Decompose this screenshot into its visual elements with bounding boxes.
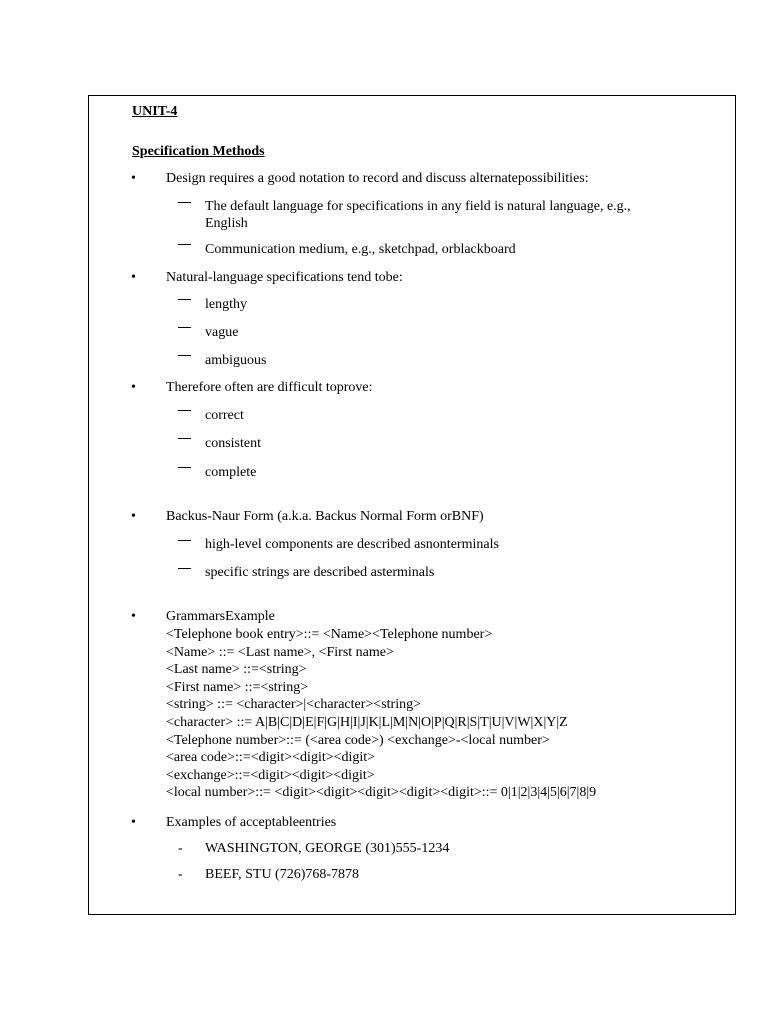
subitem-ambiguous: ambiguous xyxy=(205,353,267,368)
subitem-consistent: consistent xyxy=(205,436,261,451)
bullet-design-notation: Design requires a good notation to record and discuss alternatepossibilities: xyxy=(166,171,589,186)
bullet-marker: • xyxy=(131,270,136,285)
example-entry-washington: WASHINGTON, GEORGE (301)555-1234 xyxy=(205,841,450,856)
section-title: Specification Methods xyxy=(132,144,265,159)
subitem-lengthy: lengthy xyxy=(205,297,247,312)
subitem-natural-language-cont: English xyxy=(205,216,248,231)
dash-marker xyxy=(178,410,191,411)
bullet-marker: • xyxy=(131,815,136,830)
dash-marker xyxy=(178,202,191,203)
grammar-line: <First name> ::=<string> xyxy=(166,679,309,695)
subitem-complete: complete xyxy=(205,465,257,480)
subitem-communication-medium: Communication medium, e.g., sketchpad, orblackboard xyxy=(205,242,516,257)
bullet-marker: • xyxy=(131,380,136,395)
dash-marker xyxy=(178,568,191,569)
bullet-backus-naur-form: Backus-Naur Form (a.k.a. Backus Normal Form orBNF) xyxy=(166,509,484,524)
example-entry-beef: BEEF, STU (726)768-7878 xyxy=(205,867,360,882)
grammar-line: <string> ::= <character>|<character><string> xyxy=(166,697,421,713)
bullet-grammars-example: GrammarsExample xyxy=(166,609,275,624)
bullet-difficult-to-prove: Therefore often are difficult toprove: xyxy=(166,380,373,395)
small-dash-marker: - xyxy=(178,867,183,882)
grammar-line: <Telephone number>::= (<area code>) <exchange>-<local number> xyxy=(166,732,550,748)
grammar-line: <Telephone book entry>::= <Name><Telephone number> xyxy=(166,627,493,642)
grammar-block xyxy=(166,626,596,802)
grammar-line: <Last name> ::=<string> xyxy=(166,662,307,678)
bullet-marker: • xyxy=(131,509,136,524)
subitem-vague: vague xyxy=(205,325,239,340)
dash-marker xyxy=(178,327,191,328)
subitem-nonterminals: high-level components are described asnonterminals xyxy=(205,537,499,552)
dash-marker xyxy=(178,540,191,541)
grammar-line: <local number>::= <digit><digit><digit><digit><digit>::= 0|1|2|3|4|5|6|7|8|9 xyxy=(166,785,597,801)
bullet-acceptable-entries: Examples of acceptableentries xyxy=(166,815,337,830)
dash-marker xyxy=(178,438,191,439)
grammar-line: <exchange>::=<digit><digit><digit> xyxy=(166,767,375,783)
small-dash-marker: - xyxy=(178,841,183,856)
grammar-line: <Name> ::= <Last name>, <First name> xyxy=(166,644,394,660)
grammar-line: <area code>::=<digit><digit><digit> xyxy=(166,750,376,766)
dash-marker xyxy=(178,299,191,300)
bullet-marker: • xyxy=(131,171,136,186)
dash-marker xyxy=(178,467,191,468)
subitem-terminals: specific strings are described asterminals xyxy=(205,565,435,580)
unit-title: UNIT-4 xyxy=(132,104,178,119)
grammar-line: <character> ::= A|B|C|D|E|F|G|H|I|J|K|L|M|N|O|P|Q|R|S|T|U|V|W|X|Y|Z xyxy=(166,714,568,730)
dash-marker xyxy=(178,244,191,245)
subitem-natural-language: The default language for specifications in any field is natural language, e.g., xyxy=(205,199,631,214)
bullet-marker: • xyxy=(131,609,136,624)
bullet-natural-language-specs: Natural-language specifications tend tobe: xyxy=(166,270,403,285)
subitem-correct: correct xyxy=(205,408,244,423)
dash-marker xyxy=(178,355,191,356)
